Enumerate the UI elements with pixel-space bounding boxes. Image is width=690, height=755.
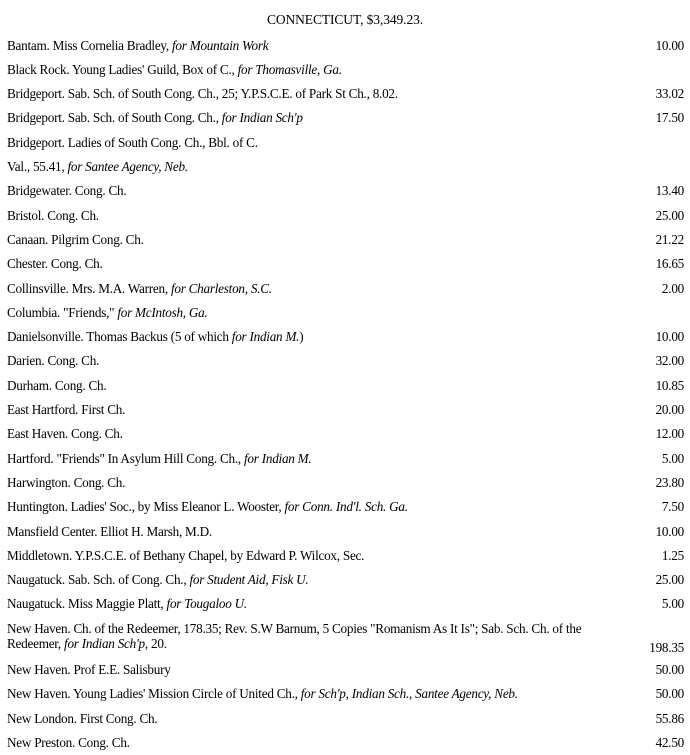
entry-place: Hartford. xyxy=(7,451,54,466)
list-item xyxy=(0,109,690,127)
list-item xyxy=(0,304,690,322)
list-item xyxy=(0,734,690,752)
entry-place: Chester. xyxy=(7,256,48,271)
entry-description xyxy=(7,377,617,395)
entry-place: East Haven. xyxy=(7,426,68,441)
entry-text: "Friends," xyxy=(60,305,118,320)
list-item xyxy=(0,37,690,55)
entry-text: Ladies of South Cong. Ch., Bbl. of C. xyxy=(64,135,258,150)
entry-text: Cong. Ch. xyxy=(47,256,103,271)
entry-place: Black Rock. xyxy=(7,62,70,77)
entry-text: Val., 55.41, xyxy=(7,159,68,174)
entry-place: East Hartford. xyxy=(7,402,79,417)
entry-amount: 16.65 xyxy=(655,256,684,271)
entry-text: First Ch. xyxy=(78,402,126,417)
entry-text: Miss Cornelia Bradley, xyxy=(49,38,173,53)
list-item xyxy=(0,352,690,370)
entry-place: Durham. xyxy=(7,378,52,393)
entry-description xyxy=(7,207,617,225)
entry-place: Columbia. xyxy=(7,305,61,320)
entry-place: Harwington. xyxy=(7,475,71,490)
entry-description xyxy=(7,231,617,249)
entry-description xyxy=(7,85,617,103)
list-item xyxy=(0,450,690,468)
entry-purpose: for Tougaloo U. xyxy=(166,596,247,611)
entry-place: Collinsville. xyxy=(7,281,69,296)
entry-purpose: for Thomasville, Ga. xyxy=(237,62,342,77)
entry-place: New London. xyxy=(7,711,77,726)
list-item xyxy=(0,231,690,249)
entry-description xyxy=(7,280,617,298)
entry-text: Ladies' Soc., by Miss Eleanor L. Wooster, xyxy=(67,499,285,514)
entry-place: Bridgeport. xyxy=(7,135,65,150)
entry-purpose: for Indian M. xyxy=(231,329,300,344)
entry-text: Cong. Ch. xyxy=(51,378,107,393)
list-item xyxy=(0,182,690,200)
list-item xyxy=(0,595,690,613)
list-item xyxy=(0,710,690,728)
entry-text: Ch. of the Redeemer, 178.35; Rev. S.W Barnum, 5 Copies "Romanism As It Is"; Sab. Sch. Ch. of the Redeemer, xyxy=(7,621,582,651)
entry-description xyxy=(7,734,617,752)
entry-amount: 10.00 xyxy=(655,524,684,539)
entry-description xyxy=(7,182,617,200)
entry-place: Bristol. xyxy=(7,208,45,223)
entry-amount: 32.00 xyxy=(655,353,684,368)
entry-text: Thomas Backus (5 of which xyxy=(83,329,232,344)
list-item xyxy=(0,280,690,298)
entry-text: Cong. Ch. xyxy=(44,208,99,223)
entry-place: Bantam. xyxy=(7,38,50,53)
entry-amount: 5.00 xyxy=(661,451,684,466)
list-item xyxy=(0,474,690,492)
entry-place: Naugatuck. xyxy=(7,572,65,587)
list-item xyxy=(0,377,690,395)
entry-place: New Haven. xyxy=(7,686,71,701)
entry-amount: 1.25 xyxy=(661,548,684,563)
list-item xyxy=(0,255,690,273)
entry-description xyxy=(7,621,612,651)
entry-text: Cong. Ch. xyxy=(70,475,126,490)
entry-description xyxy=(7,255,617,273)
entry-amount: 20.00 xyxy=(655,402,684,417)
entry-description xyxy=(7,685,617,703)
list-item xyxy=(0,328,690,346)
entry-text: "Friends" In Asylum Hill Cong. Ch., xyxy=(53,451,245,466)
entry-amount: 7.50 xyxy=(661,499,684,514)
entry-text: Miss Maggie Platt, xyxy=(64,596,167,611)
entry-purpose: for Indian M. xyxy=(244,451,312,466)
entry-description xyxy=(7,401,617,419)
entry-text: Prof E.E. Salisbury xyxy=(70,662,171,677)
list-item xyxy=(0,61,690,79)
entry-purpose: for Charleston, S.C. xyxy=(170,281,272,296)
entry-description xyxy=(7,109,617,127)
list-item xyxy=(0,85,690,103)
entry-description xyxy=(7,710,617,728)
entry-purpose: for McIntosh, Ga. xyxy=(117,305,208,320)
list-item xyxy=(0,425,690,443)
entry-place: Canaan. xyxy=(7,232,49,247)
entry-description xyxy=(7,450,617,468)
entry-amount: 25.00 xyxy=(655,572,684,587)
entry-text: Cong. Ch. xyxy=(67,426,123,441)
entry-place: New Haven. xyxy=(7,621,71,636)
entry-amount: 10.85 xyxy=(655,378,684,393)
entry-amount: 25.00 xyxy=(655,208,684,223)
entry-amount: 21.22 xyxy=(655,232,684,247)
entry-text: Sab. Sch. of Cong. Ch., xyxy=(64,572,190,587)
entry-description xyxy=(7,328,617,346)
entry-purpose: for Indian Sch'p xyxy=(64,636,145,651)
entry-place: New Haven. xyxy=(7,662,71,677)
list-item xyxy=(0,134,690,152)
list-item xyxy=(0,571,690,589)
entry-description xyxy=(7,352,617,370)
entry-text: Cong. Ch. xyxy=(44,353,100,368)
entry-place: New Preston. xyxy=(7,735,76,750)
section-heading: CONNECTICUT, $3,349.23. xyxy=(266,12,424,27)
entry-place: Naugatuck. xyxy=(7,596,65,611)
entry-place: Darien. xyxy=(7,353,45,368)
entry-amount: 50.00 xyxy=(655,662,684,677)
list-item xyxy=(0,685,690,703)
entry-amount: 10.00 xyxy=(655,38,684,53)
entry-place: Bridgewater. xyxy=(7,183,72,198)
entry-text: Cong. Ch. xyxy=(71,183,127,198)
entry-text: Sab. Sch. of South Cong. Ch., 25; Y.P.S.C.E. of Park St Ch., 8.02. xyxy=(64,86,398,101)
entry-description xyxy=(7,474,617,492)
entry-text: Mrs. M.A. Warren, xyxy=(68,281,171,296)
entry-place: Huntington. xyxy=(7,499,68,514)
entry-amount: 42.50 xyxy=(655,735,684,750)
list-item xyxy=(0,207,690,225)
list-item xyxy=(0,158,690,176)
entry-purpose: for Indian Sch'p xyxy=(221,110,303,125)
entry-text: Young Ladies' Guild, Box of C., xyxy=(69,62,238,77)
entry-description xyxy=(7,37,617,55)
entry-purpose: for Student Aid, Fisk U. xyxy=(189,572,309,587)
entry-amount: 23.80 xyxy=(655,475,684,490)
list-item xyxy=(0,621,690,657)
entry-amount: 12.00 xyxy=(655,426,684,441)
entry-description xyxy=(7,547,617,565)
entry-amount: 5.00 xyxy=(661,596,684,611)
entry-text: Sab. Sch. of South Cong. Ch., xyxy=(64,110,222,125)
list-item xyxy=(0,661,690,679)
entry-text: Cong. Ch. xyxy=(75,735,130,750)
entry-description xyxy=(7,304,617,322)
list-item xyxy=(0,401,690,419)
entry-tail: , 20. xyxy=(144,636,167,651)
entry-description xyxy=(7,61,617,79)
entry-description xyxy=(7,661,617,679)
entry-text: First Cong. Ch. xyxy=(76,711,158,726)
entry-text: Young Ladies' Mission Circle of United Ch., xyxy=(70,686,301,701)
entry-place: Danielsonville. xyxy=(7,329,84,344)
entry-description xyxy=(7,523,617,541)
entry-tail: ) xyxy=(299,329,304,344)
entry-description xyxy=(7,158,617,176)
entry-description xyxy=(7,134,617,152)
entry-purpose: for Sch'p, Indian Sch., Santee Agency, Neb. xyxy=(300,686,518,701)
entry-description xyxy=(7,498,617,516)
entry-description xyxy=(7,425,617,443)
entry-place: Bridgeport. xyxy=(7,110,65,125)
entry-amount: 198.35 xyxy=(649,640,684,655)
entry-text: Y.P.S.C.E. of Bethany Chapel, by Edward P. Wilcox, Sec. xyxy=(72,548,365,563)
entry-text: Pilgrim Cong. Ch. xyxy=(48,232,144,247)
entry-amount: 55.86 xyxy=(655,711,684,726)
list-item xyxy=(0,498,690,516)
entry-amount: 13.40 xyxy=(655,183,684,198)
entry-place: Middletown. xyxy=(7,548,73,563)
entry-purpose: for Mountain Work xyxy=(172,38,269,53)
list-item xyxy=(0,523,690,541)
entry-amount: 50.00 xyxy=(655,686,684,701)
entry-amount: 33.02 xyxy=(655,86,684,101)
entry-place: Bridgeport. xyxy=(7,86,65,101)
entry-description xyxy=(7,595,617,613)
list-item xyxy=(0,547,690,565)
entry-amount: 17.50 xyxy=(655,110,684,125)
entry-text: Elliot H. Marsh, M.D. xyxy=(97,524,212,539)
entry-amount: 10.00 xyxy=(655,329,684,344)
entry-amount: 2.00 xyxy=(661,281,684,296)
entry-place: Mansfield Center. xyxy=(7,524,98,539)
entry-purpose: for Conn. Ind'l. Sch. Ga. xyxy=(284,499,408,514)
entry-description xyxy=(7,571,617,589)
entry-purpose: for Santee Agency, Neb. xyxy=(67,159,188,174)
